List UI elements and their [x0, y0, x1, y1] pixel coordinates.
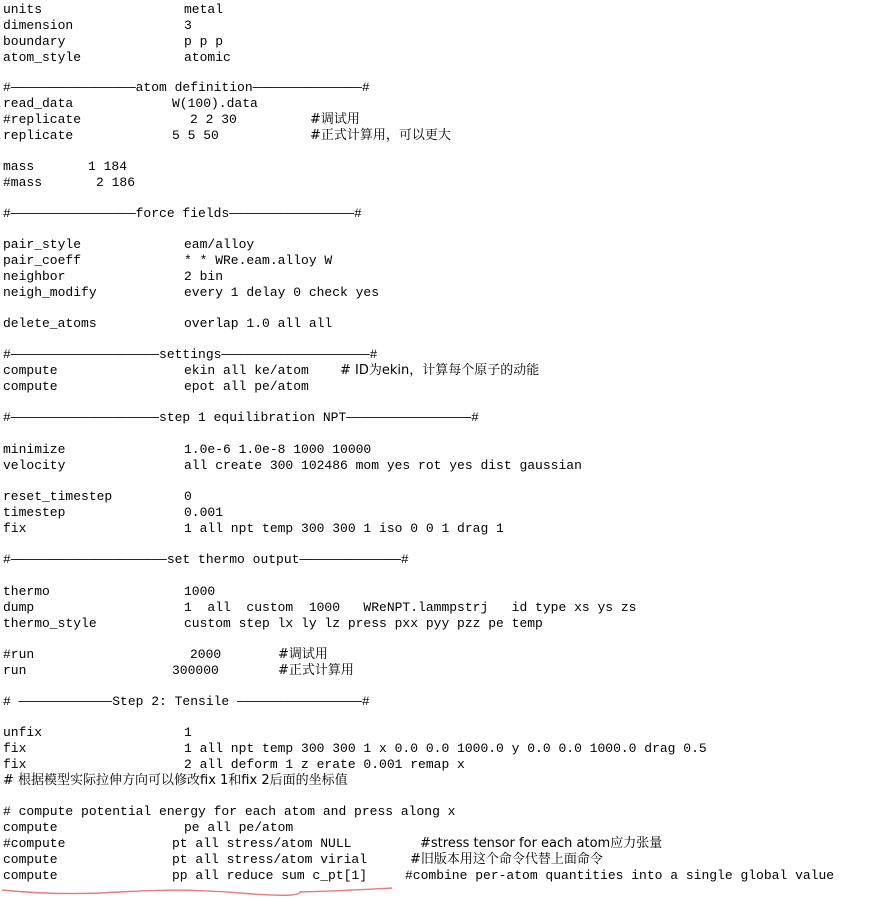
line-arguments: every 1 delay 0 check yes	[184, 285, 380, 300]
line-keyword: thermo_style	[3, 616, 97, 631]
line-keyword: minimize	[3, 442, 66, 457]
line-comment: #正式计算用	[278, 663, 354, 678]
line-comment: #combine per-atom quantities into a single global value	[405, 868, 835, 883]
line-arguments: all create 300 102486 mom yes rot yes dist gaussian	[184, 458, 582, 473]
line-keyword: atom_style	[3, 50, 82, 65]
line-arguments: custom step lx ly lz press pxx pyy pzz pe temp	[184, 616, 543, 631]
line-keyword: reset_timestep	[3, 489, 113, 504]
line-arguments: p p p	[184, 34, 224, 49]
line-arguments: pt all stress/atom NULL	[172, 836, 352, 851]
line-arguments: 1000	[184, 584, 216, 599]
line-keyword: neigh_modify	[3, 285, 97, 300]
line-keyword: # ――――――――――――Step 2: Tensile ――――――――――――――――#	[3, 694, 370, 709]
line-keyword: dump	[3, 600, 35, 615]
line-comment: #调试用	[310, 112, 360, 127]
line-comment: #正式计算用，可以更大	[310, 128, 451, 143]
line-arguments: 2 186	[96, 175, 136, 190]
line-comment: # ID为ekin，计算每个原子的动能	[340, 363, 540, 378]
line-arguments: 1 all npt temp 300 300 1 x 0.0 0.0 1000.0 y 0.0 0.0 1000.0 drag 0.5	[184, 741, 707, 756]
line-keyword: #mass	[3, 175, 43, 190]
line-arguments: metal	[184, 2, 224, 17]
spellcheck-underline	[0, 884, 400, 898]
line-keyword: #―――――――――――――――――――step 1 equilibration NPT――――――――――――――――#	[3, 410, 479, 425]
line-arguments: 1 all custom 1000 WReNPT.lammpstrj id type xs ys zs	[184, 600, 637, 615]
line-keyword: fix	[3, 741, 27, 756]
line-arguments: 3	[184, 18, 192, 33]
line-keyword: read_data	[3, 96, 74, 111]
line-keyword: fix	[3, 757, 27, 772]
line-keyword: #run	[3, 647, 35, 662]
line-arguments: pp all reduce sum c_pt[1]	[172, 868, 368, 883]
line-keyword: #―――――――――――――――――――settings―――――――――――――――――――#	[3, 347, 378, 362]
line-arguments: eam/alloy	[184, 237, 255, 252]
line-arguments: pt all stress/atom virial	[172, 852, 368, 867]
line-keyword: # compute potential energy for each atom and press along x	[3, 804, 456, 819]
line-keyword: units	[3, 2, 43, 17]
line-keyword: thermo	[3, 584, 50, 599]
line-keyword: pair_coeff	[3, 253, 82, 268]
line-arguments: 0.001	[184, 505, 224, 520]
line-keyword: # 根据模型实际拉伸方向可以修改fix 1和fix 2后面的坐标值	[3, 773, 348, 788]
line-comment: #stress tensor for each atom应力张量	[420, 836, 663, 851]
line-arguments: ekin all ke/atom	[184, 363, 309, 378]
line-keyword: boundary	[3, 34, 66, 49]
line-keyword: #――――――――――――――――force fields――――――――――――――――#	[3, 206, 362, 221]
line-arguments: epot all pe/atom	[184, 379, 309, 394]
line-arguments: 5 5 50	[172, 128, 219, 143]
line-keyword: #replicate	[3, 112, 82, 127]
line-arguments: 2000	[190, 647, 222, 662]
line-keyword: mass	[3, 159, 35, 174]
line-arguments: 2 bin	[184, 269, 224, 284]
line-arguments: 300000	[172, 663, 219, 678]
line-arguments: 1	[184, 725, 192, 740]
line-comment: #调试用	[278, 647, 328, 662]
line-arguments: atomic	[184, 50, 231, 65]
line-keyword: timestep	[3, 505, 66, 520]
line-arguments: W(100).data	[172, 96, 258, 111]
line-keyword: dimension	[3, 18, 74, 33]
line-keyword: #――――――――――――――――――――set thermo output―――――――――――――#	[3, 552, 409, 567]
line-comment: #旧版本用这个命令代替上面命令	[410, 852, 603, 867]
line-keyword: compute	[3, 868, 58, 883]
line-keyword: unfix	[3, 725, 43, 740]
line-arguments: 2 all deform 1 z erate 0.001 remap x	[184, 757, 465, 772]
line-keyword: replicate	[3, 128, 74, 143]
line-keyword: #――――――――――――――――atom definition――――――――――――――#	[3, 80, 370, 95]
line-keyword: #compute	[3, 836, 66, 851]
line-arguments: 0	[184, 489, 192, 504]
line-arguments: 2 2 30	[190, 112, 237, 127]
line-keyword: fix	[3, 521, 27, 536]
line-keyword: pair_style	[3, 237, 82, 252]
line-arguments: overlap 1.0 all all	[184, 316, 333, 331]
line-arguments: * * WRe.eam.alloy W	[184, 253, 333, 268]
line-arguments: 1 all npt temp 300 300 1 iso 0 0 1 drag 1	[184, 521, 504, 536]
line-arguments: 1 184	[88, 159, 128, 174]
line-keyword: compute	[3, 379, 58, 394]
line-arguments: pe all pe/atom	[184, 820, 294, 835]
line-keyword: compute	[3, 852, 58, 867]
line-arguments: 1.0e-6 1.0e-8 1000 10000	[184, 442, 372, 457]
line-keyword: velocity	[3, 458, 66, 473]
line-keyword: compute	[3, 820, 58, 835]
line-keyword: compute	[3, 363, 58, 378]
line-keyword: neighbor	[3, 269, 66, 284]
line-keyword: run	[3, 663, 27, 678]
line-keyword: delete_atoms	[3, 316, 97, 331]
